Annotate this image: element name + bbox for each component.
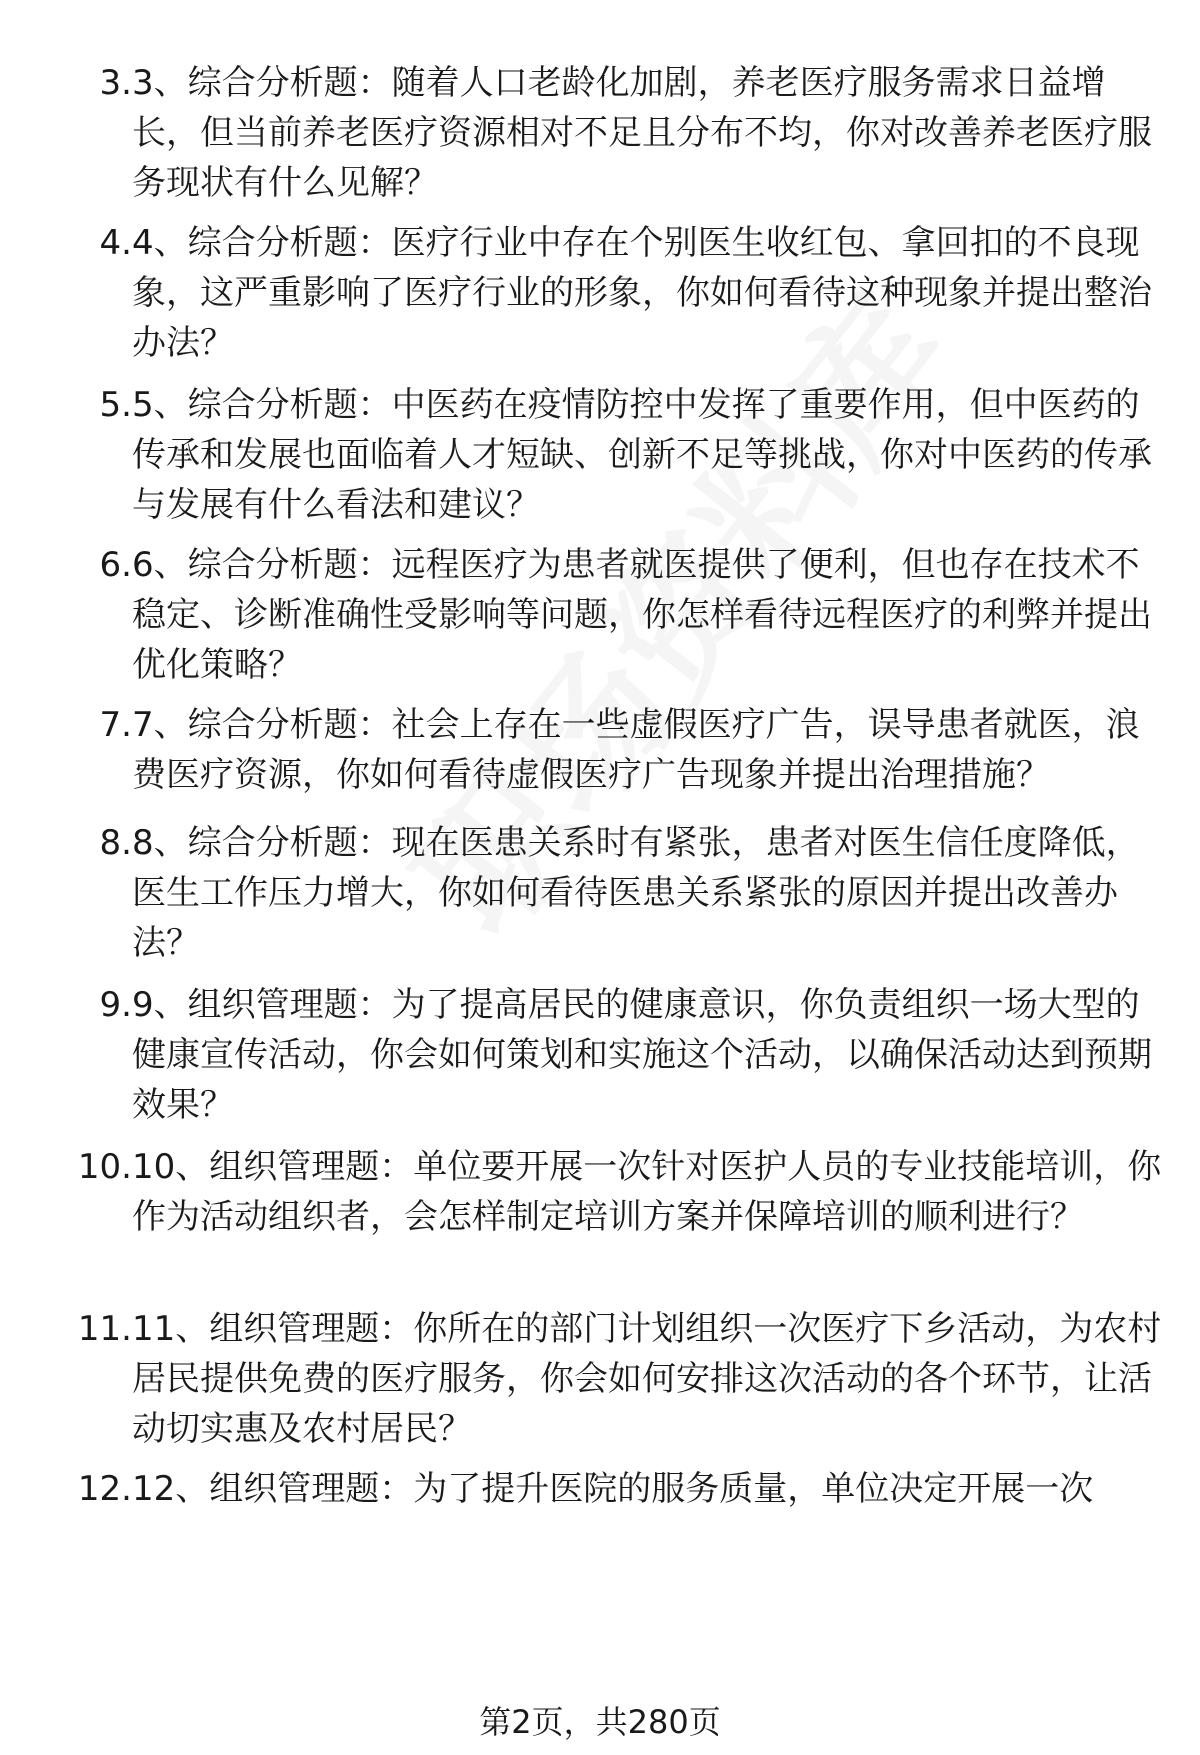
question-text: 7、综合分析题：社会上存在一些虚假医疗广告，误导患者就医，浪费医疗资源，你如何看待虚假医疗广告现象并提出治理措施？ [132,705,1140,795]
question-text: 9、组织管理题：为了提高居民的健康意识，你负责组织一场大型的健康宣传活动，你会如何策划和实施这个活动，以确保活动达到预期效果？ [132,985,1152,1125]
question-number: 8. [99,823,132,863]
question-text: 8、综合分析题：现在医患关系时有紧张，患者对医生信任度降低，医生工作压力增大，你如何看待医患关系紧张的原因并提出改善办法？ [132,823,1140,963]
question-number: 3. [99,63,132,103]
question-number: 4. [99,223,132,263]
question-text: 4、综合分析题：医疗行业中存在个别医生收红包、拿回扣的不良现象，这严重影响了医疗行业的形象，你如何看待这种现象并提出整治办法？ [132,223,1152,363]
question-text: 11、组织管理题：你所在的部门计划组织一次医疗下乡活动，为农村居民提供免费的医疗服务，你会如何安排这次活动的各个环节，让活动切实惠及农村居民？ [132,1309,1162,1449]
page-footer: 第2页，共280页 [479,1703,721,1741]
question-text: 5、综合分析题：中医药在疫情防控中发挥了重要作用，但中医药的传承和发展也面临着人才短缺、创新不足等挑战，你对中医药的传承与发展有什么看法和建议？ [132,385,1152,525]
question-number: 9. [99,985,132,1025]
question-text: 10、组织管理题：单位要开展一次针对医护人员的专业技能培训，你作为活动组织者，会怎样制定培训方案并保障培训的顺利进行？ [132,1147,1162,1237]
question-number: 6. [99,545,132,585]
question-text: 12、组织管理题：为了提升医院的服务质量，单位决定开展一次 [132,1469,1094,1509]
question-text: 3、综合分析题：随着人口老龄化加剧，养老医疗服务需求日益增长，但当前养老医疗资源相对不足且分布不均，你对改善养老医疗服务现状有什么见解？ [132,63,1152,203]
question-number: 7. [99,705,132,745]
question-number: 5. [99,385,132,425]
question-text: 6、综合分析题：远程医疗为患者就医提供了便利，但也存在技术不稳定、诊断准确性受影响等问题，你怎样看待远程医疗的利弊并提出优化策略？ [132,545,1152,685]
question-number: 12. [77,1469,132,1509]
question-number: 10. [77,1147,132,1187]
question-number: 11. [77,1309,132,1349]
